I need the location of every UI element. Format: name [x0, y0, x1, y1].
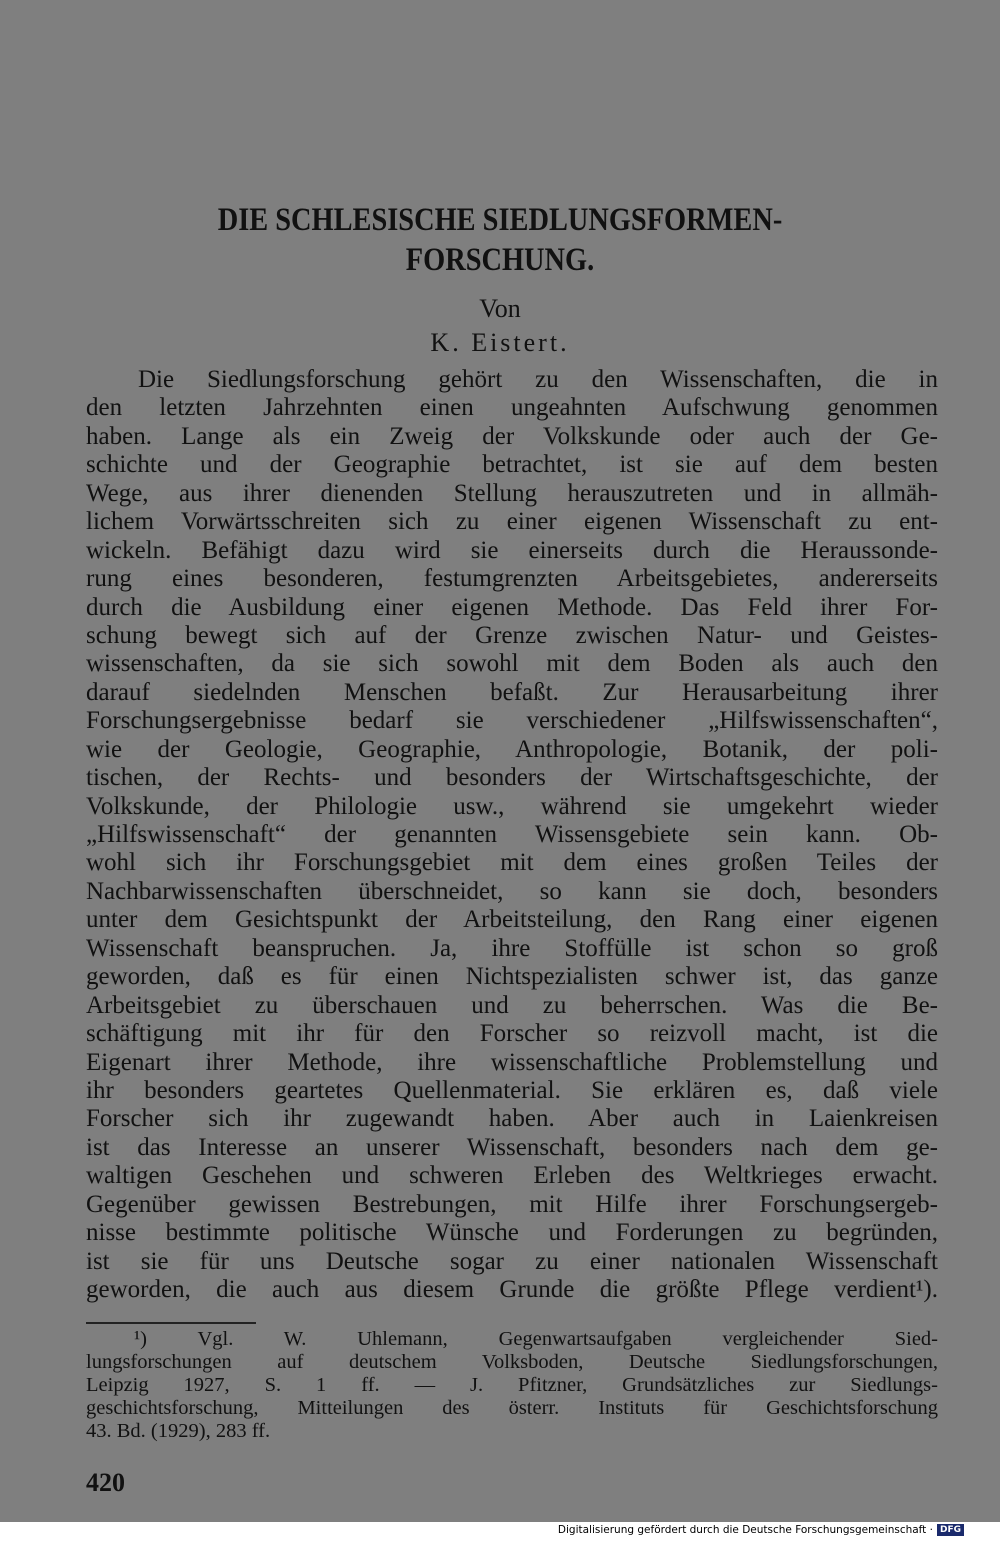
article-title — [173, 200, 827, 280]
body-line: ist das Interesse an unserer Wissenschaft, besonders nach dem ge- — [86, 1133, 938, 1161]
body-line: schäftigung mit ihr für den Forscher so reizvoll macht, ist die — [86, 1020, 938, 1048]
title-line-2: FORSCHUNG. — [405, 242, 595, 278]
body-text — [86, 366, 938, 1304]
body-line: den letzten Jahrzehnten einen ungeahnten Aufschwung genommen — [86, 394, 938, 422]
body-line: Forschungsergebnisse bedarf sie verschiedener „Hilfswissenschaften“, — [86, 707, 938, 735]
body-line: Arbeitsgebiet zu überschauen und zu beherrschen. Was die Be- — [86, 991, 938, 1019]
footer-text: Digitalisierung gefördert durch die Deutsche Forschungsgemeinschaft · — [557, 1524, 933, 1536]
body-line: wie der Geologie, Geographie, Anthropologie, Botanik, der poli- — [86, 735, 938, 763]
author-name: K. Eistert. — [430, 328, 570, 357]
footnote-line: Leipzig 1927, S. 1 ff. — J. Pfitzner, Grundsätzliches zur Siedlungs- — [86, 1374, 938, 1396]
body-line: schichte und der Geographie betrachtet, ist sie auf dem besten — [86, 451, 938, 479]
body-line: Nachbarwissenschaften überschneidet, so kann sie doch, besonders — [86, 877, 938, 905]
footnote-line: geschichtsforschung, Mitteilungen des österr. Instituts für Geschichtsforschung — [86, 1397, 938, 1419]
body-line: geworden, daß es für einen Nichtspezialisten schwer ist, das ganze — [86, 963, 938, 991]
page-number: 420 — [86, 1468, 125, 1497]
body-line: wohl sich ihr Forschungsgebiet mit dem eines großen Teiles der — [86, 849, 938, 877]
dfg-logo: DFG — [937, 1524, 964, 1536]
body-line: Gegenüber gewissen Bestrebungen, mit Hilfe ihrer Forschungsergeb- — [86, 1190, 938, 1218]
body-line: durch die Ausbildung einer eigenen Methode. Das Feld ihrer For- — [86, 593, 938, 621]
body-line: geworden, die auch aus diesem Grunde die größte Pflege verdient¹). — [86, 1276, 938, 1303]
body-line: unter dem Gesichtspunkt der Arbeitsteilung, den Rang einer eigenen — [86, 906, 938, 934]
digitization-footer — [558, 1524, 964, 1536]
byline-von: Von — [479, 294, 521, 323]
body-line: ihr besonders geartetes Quellenmaterial. Sie erklären es, daß viele — [86, 1076, 938, 1104]
body-line: schung bewegt sich auf der Grenze zwischen Natur- und Geistes- — [86, 621, 938, 649]
body-line: Volkskunde, der Philologie usw., während sie umgekehrt wieder — [86, 792, 938, 820]
title-line-1: DIE SCHLESISCHE SIEDLUNGSFORMEN- — [217, 202, 783, 238]
body-line: Die Siedlungsforschung gehört zu den Wissenschaften, die in — [138, 366, 938, 393]
footnote-rule — [86, 1322, 256, 1324]
body-line: rung eines besonderen, festumgrenzten Arbeitsgebietes, andererseits — [86, 565, 938, 593]
body-line: darauf siedelnden Menschen befaßt. Zur Herausarbeitung ihrer — [86, 678, 938, 706]
body-line: Wissenschaft beanspruchen. Ja, ihre Stoffülle ist schon so groß — [86, 934, 938, 962]
footnote-line: ¹) Vgl. W. Uhlemann, Gegenwartsaufgaben vergleichender Sied- — [134, 1328, 938, 1350]
body-line: ist sie für uns Deutsche sogar zu einer nationalen Wissenschaft — [86, 1247, 938, 1275]
body-line: Eigenart ihrer Methode, ihre wissenschaftliche Problemstellung und — [86, 1048, 938, 1076]
body-line: Wege, aus ihrer dienenden Stellung herauszutreten und in allmäh- — [86, 479, 938, 507]
body-line: waltigen Geschehen und schweren Erleben des Weltkrieges erwacht. — [86, 1162, 938, 1190]
footnote-line: 43. Bd. (1929), 283 ff. — [86, 1420, 271, 1442]
footnotes — [86, 1328, 938, 1443]
body-line: tischen, der Rechts- und besonders der Wirtschaftsgeschichte, der — [86, 764, 938, 792]
body-line: wickeln. Befähigt dazu wird sie einerseits durch die Heraussonde- — [86, 536, 938, 564]
body-line: haben. Lange als ein Zweig der Volkskunde oder auch der Ge- — [86, 422, 938, 450]
body-line: wissenschaften, da sie sich sowohl mit dem Boden als auch den — [86, 650, 938, 678]
footnote-line: lungsforschungen auf deutschem Volksboden, Deutsche Siedlungsforschungen, — [86, 1351, 938, 1373]
body-line: nisse bestimmte politische Wünsche und Forderungen zu begründen, — [86, 1219, 938, 1247]
body-line: Forscher sich ihr zugewandt haben. Aber auch in Laienkreisen — [86, 1105, 938, 1133]
body-line: lichem Vorwärtsschreiten sich zu einer eigenen Wissenschaft zu ent- — [86, 508, 938, 536]
body-line: „Hilfswissenschaft“ der genannten Wissensgebiete sein kann. Ob- — [86, 821, 938, 848]
